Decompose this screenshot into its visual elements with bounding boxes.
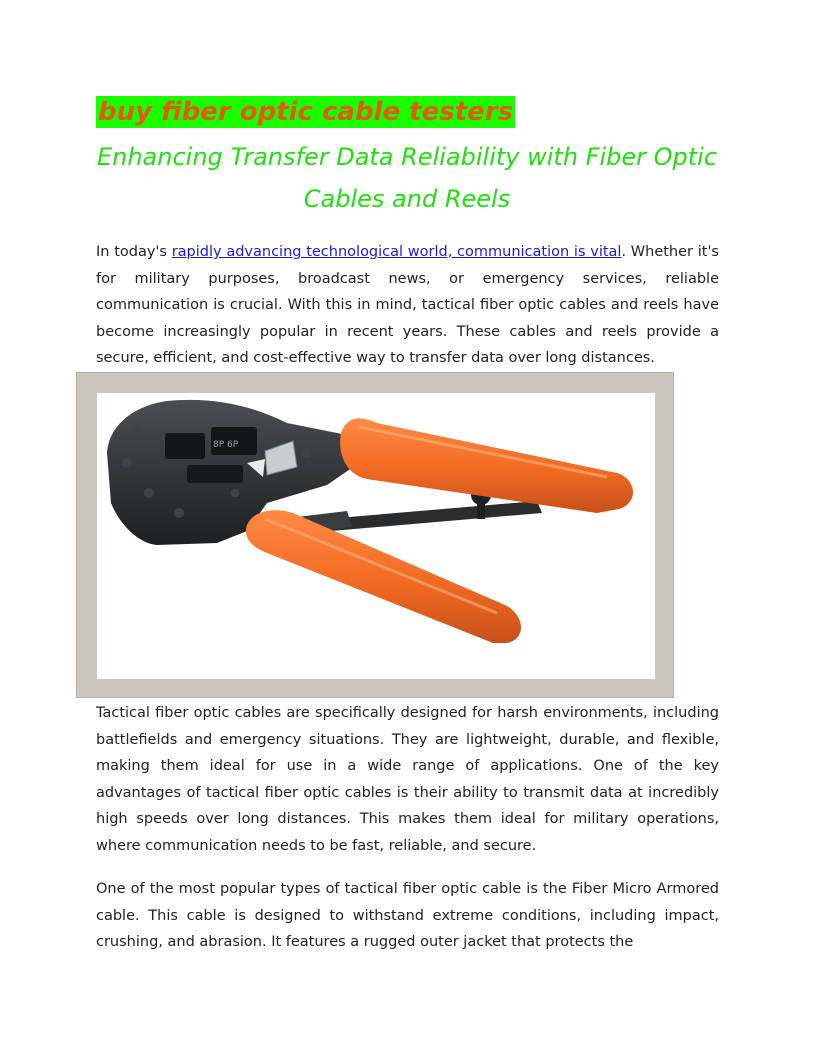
paragraph-intro [96, 239, 719, 372]
crimping-tool-image [97, 393, 655, 679]
intro-text-end: . Whether it's for military purposes, broadcast news, or emergency services, reliable communication is crucial. With this in mind, tactical fiber optic cables and reels have become increasingly popular in recent years. These cables and reels provide a secure, efficient, and cost-effective way to transfer data over long distances. [96, 244, 719, 367]
intro-text-start: In today's [96, 244, 172, 260]
top-link-buy-testers[interactable]: buy fiber optic cable testers [98, 97, 514, 127]
die-marking: 8P 6P [213, 440, 239, 450]
paragraph-micro-armored: One of the most popular types of tactical fiber optic cable is the Fiber Micro Armored cable. This cable is designed to withstand extreme conditions, including impact, crushing, and abrasion. It features a rugged outer jacket that protects the [96, 881, 719, 951]
crimping-tool-illustration [97, 393, 655, 679]
subtitle-heading: Enhancing Transfer Data Reliability with Fiber Optic Cables and Reels [96, 143, 718, 213]
inline-link-communication[interactable]: rapidly advancing technological world, communication is vital [171, 244, 622, 260]
paragraph-tactical-cables: Tactical fiber optic cables are specifically designed for harsh environments, including battlefields and emergency situations. They are lightweight, durable, and flexible, making them ideal for use in a wide range of applications. One of the key advantages of tactical fiber optic cables is their ability to transmit data at incredibly high speeds over long distances. This makes them ideal for military operations, where communication needs to be fast, reliable, and secure. [96, 705, 719, 854]
lower-handle [246, 510, 521, 643]
image-frame [76, 372, 674, 698]
